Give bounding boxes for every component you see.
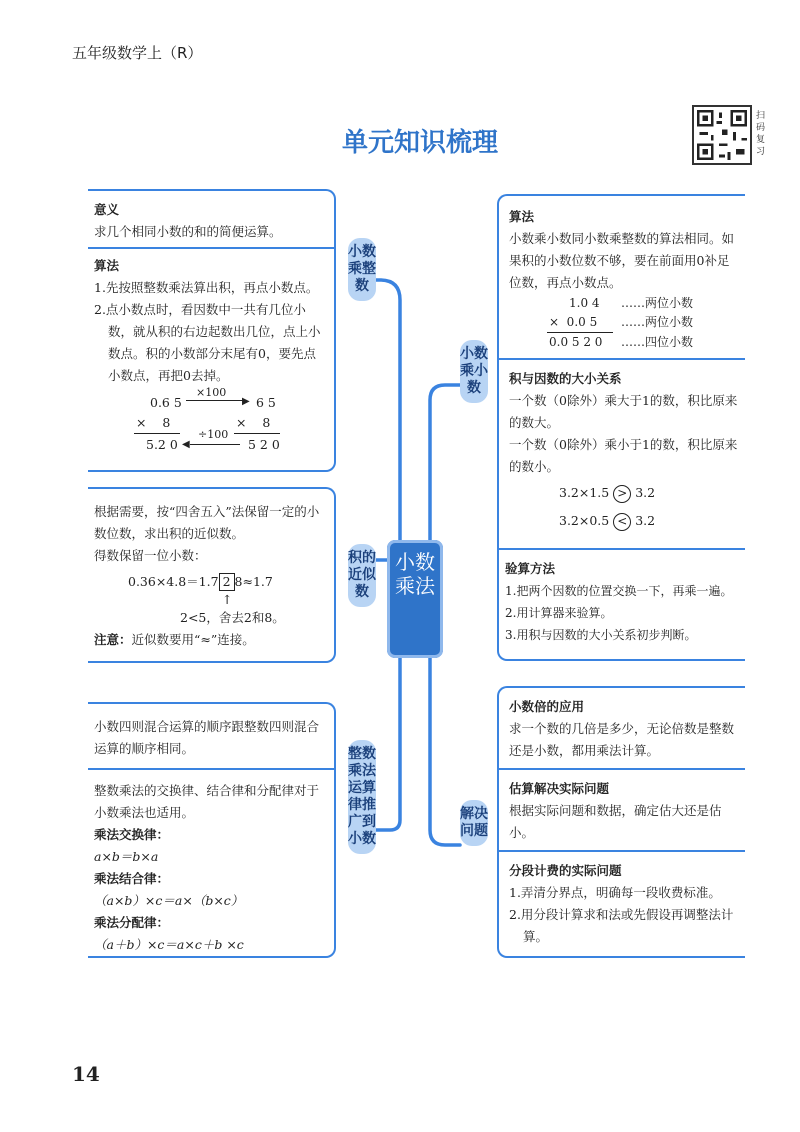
arrowhead-icon: ▶ [242,396,250,407]
check-step-2: 2.用计算器来验算。 [505,606,613,620]
approx-text-1: 根据需要，按“四舍五入”法保留一定的小数位数，求出积的近似数。 [94,504,320,541]
method-step-1: 1.先按照整数乘法算出积，再点小数点。 [94,280,319,295]
associative-title: 乘法结合律： [94,871,170,886]
formula-rounded-digit: 2 [219,573,235,591]
estimate-text: 根据实际问题和数据，确定估大还是估小。 [509,803,722,840]
pill-decimal-times-decimal: 小数乘小数 [460,340,488,403]
up-arrow-icon: ↑ [222,592,233,607]
method-step-2: 2.点小数点时，看因数中一共有几位小数，就从积的右边起数出几位，点上小数点。积的小数部分末尾有0，要先点小数点，再把0去掉。 [94,302,321,383]
check-title: 验算方法 [505,561,556,576]
dd-example [509,294,739,352]
meaning-title: 意义 [94,202,120,217]
dd-row-2-note: ……两位小数 [621,315,694,329]
example-mid-right: × 8 [236,415,271,430]
approx-formula [94,571,326,593]
dd-row-2: × 0.0 5 [549,315,598,329]
greater-than-sign: > [613,485,631,503]
multiple-title: 小数倍的应用 [509,699,585,714]
book-header: 五年级数学上（R） [72,44,203,62]
page-number: 14 [72,1062,100,1086]
compare-title: 积与因数的大小关系 [509,371,622,386]
approx-note [94,629,326,651]
example-calculation [94,386,326,463]
compare-rule-2: 一个数（0除外）乘小于1的数，积比原来的数小。 [509,437,738,474]
rule-left [134,433,180,434]
mixed-operations-text: 小数四则混合运算的顺序跟整数四则混合运算的顺序相同。 [94,719,320,756]
ex1-left: 3.2×1.5 [559,485,610,500]
ex1-right: 3.2 [635,485,656,500]
decimal-times-decimal-box [497,194,745,661]
approximation-box [88,487,336,663]
formula-part-a: 0.36×4.8＝1.7 [128,574,219,589]
segment-step-2: 2.用分段计算求和法或先假设再调整法计算。 [509,907,734,944]
example-mid-left: × 8 [136,415,171,430]
segment-title: 分段计费的实际问题 [509,863,622,878]
law-text: 整数乘法的交换律、结合律和分配律对于小数乘法也适用。 [94,783,320,820]
method-title: 算法 [94,258,120,273]
check-step-1: 1.把两个因数的位置交换一下，再乘一遍。 [505,584,733,598]
less-than-sign: < [613,513,631,531]
example-top-left: 0.6 5 [150,395,182,410]
pill-law-extension: 整数乘法运算律推广到小数 [348,740,376,854]
commutative-law: a×b＝b×a [94,849,159,864]
dd-row-3: 0.0 5 2 0 [549,335,603,349]
ex2-left: 3.2×0.5 [559,513,610,528]
note-label: 注意： [94,632,132,647]
center-topic-decimal-multiplication: 小数乘法 [387,540,443,658]
ex2-right: 3.2 [635,513,656,528]
dd-row-1: 1.0 4 [569,296,600,310]
divide-100-label: ÷100 [198,428,229,441]
times-100-label: ×100 [196,386,227,399]
example-top-right: 6 5 [256,395,276,410]
distributive-title: 乘法分配律： [94,915,170,930]
associative-law: （a×b）×c＝a×（b×c） [94,893,244,908]
problem-solving-box [497,686,745,958]
dd-row-3-note: ……四位小数 [621,335,694,349]
pill-problem-solving: 解决问题 [460,800,488,846]
example-bot-left: 5.2 0 [146,437,178,452]
estimate-title: 估算解决实际问题 [509,781,610,796]
note-text: 近似数要用“≈”连接。 [131,632,255,647]
compare-example-1 [509,482,739,504]
rule-right [234,433,280,434]
compare-example-2 [509,510,739,532]
dd-method-title: 算法 [509,209,535,224]
pill-decimal-times-integer: 小数乘整数 [348,238,376,301]
multiple-text: 求一个数的几倍是多少，无论倍数是整数还是小数，都用乘法计算。 [509,721,735,758]
pill-approximation: 积的近似数 [348,544,376,607]
distributive-law: （a＋b）×c＝a×c＋b ×c [94,937,244,952]
check-step-3: 3.用积与因数的大小关系初步判断。 [505,628,697,642]
dd-row-1-note: ……两位小数 [621,296,694,310]
dd-method-text: 小数乘小数同小数乘整数的算法相同。如果积的小数位数不够，要在前面用0补足位数，再点小数点。 [509,231,735,290]
meaning-text: 求几个相同小数的和的简便运算。 [94,224,282,239]
example-bot-right: 5 2 0 [248,437,280,452]
decimal-times-integer-box [88,189,336,472]
left-arrowhead-icon: ◀ [182,439,190,450]
compare-rule-1: 一个数（0除外）乘大于1的数，积比原来的数大。 [509,393,738,430]
approx-reason: 2<5，舍去2和8。 [180,610,285,625]
scan-review-label: 扫码复习 [756,111,766,157]
law-extension-box [88,702,336,958]
formula-part-b: 8≈1.7 [234,574,273,589]
right-arrow-icon [186,400,246,401]
commutative-title: 乘法交换律： [94,827,170,842]
segment-step-1: 1.弄清分界点，明确每一段收费标准。 [509,885,721,900]
approx-text-2: 得数保留一位小数： [94,548,207,563]
page-title: 单元知识梳理 [341,128,498,158]
